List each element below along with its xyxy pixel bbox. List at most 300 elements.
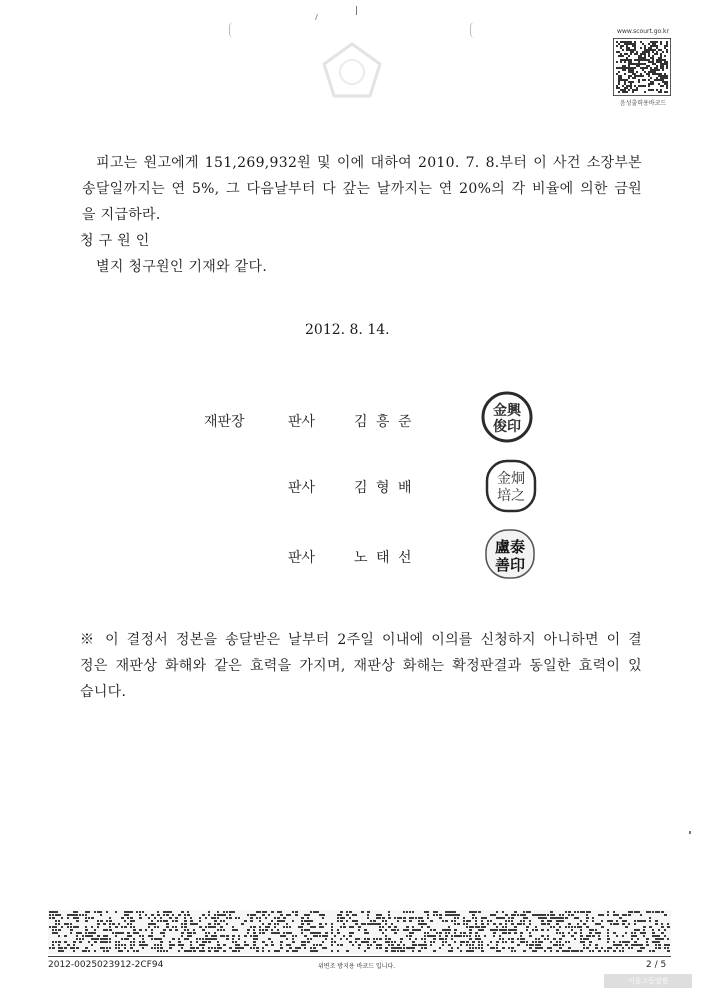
barcode-cell (235, 944, 238, 946)
barcode-cell (412, 941, 415, 943)
barcode-cell (648, 65, 650, 67)
barcode-cell (349, 935, 352, 937)
barcode-cell (658, 935, 660, 937)
barcode-cell (666, 61, 668, 63)
barcode-cell (319, 926, 322, 928)
barcode-cell (190, 944, 192, 946)
barcode-cell (656, 53, 658, 55)
barcode-cell (622, 91, 624, 93)
barcode-cell (502, 941, 504, 943)
barcode-cell (640, 67, 642, 69)
barcode-cell (73, 944, 75, 946)
barcode-cell (106, 950, 109, 952)
barcode-cell (648, 43, 650, 45)
barcode-cell (427, 932, 429, 934)
barcode-cell (244, 920, 247, 922)
barcode-cell (666, 51, 668, 53)
barcode-cell (373, 938, 375, 940)
barcode-cell (634, 77, 636, 79)
barcode-cell (638, 61, 640, 63)
barcode-cell (634, 920, 636, 922)
barcode-cell (127, 950, 129, 952)
barcode-cell (355, 914, 357, 916)
barcode-cell (664, 81, 666, 83)
barcode-cell (638, 81, 640, 83)
barcode-cell (638, 65, 640, 67)
barcode-cell (643, 947, 645, 949)
barcode-cell (526, 929, 528, 931)
barcode-cell (292, 950, 295, 952)
barcode-cell (601, 947, 603, 949)
barcode-cell (655, 947, 657, 949)
barcode-cell (154, 926, 156, 928)
barcode-cell (205, 941, 207, 943)
barcode-cell (620, 89, 622, 91)
barcode-cell (463, 920, 465, 922)
barcode-cell (505, 929, 507, 931)
barcode-cell (454, 911, 456, 913)
barcode-cell (634, 63, 636, 65)
barcode-cell (64, 923, 67, 925)
barcode-cell (451, 920, 453, 922)
barcode-cell (598, 923, 601, 925)
barcode-cell (157, 920, 159, 922)
barcode-cell (187, 938, 189, 940)
barcode-cell (620, 77, 622, 79)
barcode-cell (634, 944, 637, 946)
barcode-cell (625, 920, 627, 922)
barcode-cell (241, 947, 244, 949)
barcode-cell (658, 49, 660, 51)
barcode-cell (622, 59, 624, 61)
barcode-cell (91, 926, 93, 928)
barcode-cell (502, 932, 505, 934)
barcode-cell (454, 923, 456, 925)
barcode-cell (97, 911, 100, 913)
barcode-cell (163, 929, 166, 931)
barcode-cell (361, 923, 364, 925)
barcode-cell (100, 914, 102, 916)
barcode-cell (541, 914, 544, 916)
barcode-cell (58, 914, 61, 916)
barcode-cell (656, 45, 658, 47)
barcode-cell (274, 926, 276, 928)
barcode-cell (574, 938, 576, 940)
barcode-cell (259, 932, 261, 934)
barcode-cell (469, 926, 472, 928)
barcode-cell (127, 932, 130, 934)
barcode-cell (654, 69, 656, 71)
barcode-cell (652, 61, 654, 63)
barcode-cell (412, 932, 414, 934)
barcode-cell (618, 43, 620, 45)
barcode-cell (481, 929, 484, 931)
barcode-cell (307, 923, 310, 925)
barcode-cell (475, 920, 477, 922)
barcode-cell (193, 947, 195, 949)
barcode-cell (643, 926, 646, 928)
barcode-cell (304, 941, 306, 943)
barcode-cell (666, 85, 668, 87)
barcode-cell (82, 950, 85, 952)
barcode-cell (642, 69, 644, 71)
barcode-cell (166, 920, 168, 922)
barcode-cell (658, 91, 660, 93)
barcode-cell (169, 944, 172, 946)
barcode-cell (352, 926, 354, 928)
barcode-cell (613, 950, 616, 952)
barcode-cell (223, 929, 225, 931)
barcode-cell (631, 932, 633, 934)
barcode-cell (630, 67, 632, 69)
barcode-cell (634, 73, 636, 75)
barcode-cell (601, 914, 604, 916)
barcode-cell (118, 947, 120, 949)
barcode-cell (253, 944, 256, 946)
barcode-cell (178, 944, 181, 946)
order-line: 피고는 원고에게 151,269,932원 및 이에 대하여 2010. 7. 8.부터 이 사건 소장부본 (96, 155, 642, 171)
barcode-cell (628, 63, 630, 65)
barcode-cell (478, 944, 480, 946)
barcode-cell (595, 923, 598, 925)
barcode-cell (118, 950, 121, 952)
barcode-cell (433, 914, 435, 916)
barcode-cell (214, 950, 217, 952)
barcode-cell (373, 923, 376, 925)
barcode-cell (103, 938, 106, 940)
barcode-cell (85, 920, 88, 922)
barcode-cell (412, 944, 415, 946)
barcode-cell (253, 947, 255, 949)
barcode-cell (331, 929, 333, 931)
barcode-cell (442, 929, 445, 931)
barcode-cell (644, 47, 646, 49)
barcode-cell (226, 923, 228, 925)
barcode-cell (664, 45, 666, 47)
barcode-cell (493, 923, 496, 925)
barcode-cell (310, 950, 313, 952)
barcode-cell (430, 929, 432, 931)
barcode-cell (511, 938, 514, 940)
barcode-cell (232, 935, 235, 937)
barcode-cell (634, 89, 636, 91)
barcode-cell (628, 59, 630, 61)
barcode-cell (58, 947, 61, 949)
barcode-cell (666, 87, 668, 89)
barcode-cell (666, 45, 668, 47)
barcode-cell (556, 950, 559, 952)
barcode-cell (636, 51, 638, 53)
barcode-cell (652, 51, 654, 53)
barcode-cell (620, 75, 622, 77)
barcode-cell (661, 926, 664, 928)
barcode-cell (478, 947, 480, 949)
barcode-cell (475, 917, 477, 919)
barcode-cell (535, 950, 537, 952)
barcode-cell (184, 950, 187, 952)
barcode-cell (214, 914, 216, 916)
judge-row (0, 411, 711, 461)
barcode-cell (265, 926, 268, 928)
barcode-cell (520, 935, 522, 937)
barcode-cell (73, 926, 76, 928)
barcode-cell (662, 81, 664, 83)
barcode-cell (660, 67, 662, 69)
barcode-cell (514, 911, 517, 913)
barcode-cell (406, 947, 409, 949)
barcode-cell (91, 938, 94, 940)
barcode-cell (67, 944, 70, 946)
barcode-cell (376, 947, 378, 949)
barcode-cell (666, 77, 668, 79)
barcode-cell (632, 73, 634, 75)
barcode-cell (625, 926, 628, 928)
barcode-cell (274, 950, 277, 952)
barcode-cell (650, 83, 652, 85)
barcode-cell (310, 920, 313, 922)
barcode-cell (475, 926, 478, 928)
barcode-cell (613, 911, 615, 913)
barcode-cell (607, 929, 609, 931)
barcode-cell (364, 932, 367, 934)
barcode-cell (626, 67, 628, 69)
barcode-cell (223, 920, 225, 922)
barcode-cell (127, 938, 129, 940)
barcode-cell (514, 914, 516, 916)
barcode-cell (415, 938, 417, 940)
barcode-cell (325, 932, 328, 934)
barcode-cell (642, 53, 644, 55)
barcode-cell (106, 935, 108, 937)
barcode-cell (505, 923, 507, 925)
barcode-cell (382, 926, 384, 928)
barcode-cell (469, 932, 472, 934)
barcode-cell (370, 920, 372, 922)
barcode-cell (166, 911, 169, 913)
barcode-cell (319, 923, 322, 925)
barcode-cell (660, 85, 662, 87)
barcode-cell (634, 932, 636, 934)
barcode-cell (304, 914, 307, 916)
barcode-cell (580, 938, 582, 940)
barcode-cell (418, 929, 421, 931)
barcode-cell (616, 85, 618, 87)
barcode-cell (130, 941, 132, 943)
barcode-cell (160, 917, 162, 919)
barcode-cell (376, 938, 378, 940)
barcode-cell (208, 941, 211, 943)
scan-mark (470, 22, 479, 38)
barcode-cell (418, 923, 421, 925)
barcode-cell (559, 932, 561, 934)
barcode-cell (130, 947, 133, 949)
barcode-cell (616, 923, 619, 925)
barcode-cell (151, 914, 154, 916)
barcode-cell (616, 935, 618, 937)
barcode-cell (649, 911, 651, 913)
barcode-cell (634, 67, 636, 69)
barcode-cell (271, 911, 274, 913)
barcode-cell (571, 929, 573, 931)
barcode-cell (650, 77, 652, 79)
barcode-cell (250, 935, 252, 937)
barcode-cell (217, 917, 219, 919)
barcode-cell (406, 926, 409, 928)
barcode-cell (664, 914, 667, 916)
barcode-cell (652, 935, 655, 937)
barcode-cell (451, 911, 454, 913)
barcode-cell (283, 932, 285, 934)
barcode-cell (229, 914, 231, 916)
barcode-cell (331, 944, 333, 946)
barcode-cell (394, 932, 397, 934)
barcode-cell (472, 914, 475, 916)
barcode-cell (638, 79, 640, 81)
barcode-cell (103, 941, 106, 943)
barcode-cell (490, 929, 493, 931)
barcode-cell (379, 947, 382, 949)
scan-mark (356, 6, 357, 15)
barcode-cell (638, 57, 640, 59)
barcode-cell (466, 950, 469, 952)
barcode-cell (253, 914, 256, 916)
barcode-cell (666, 81, 668, 83)
barcode-cell (283, 917, 286, 919)
barcode-cell (193, 950, 196, 952)
barcode-cell (427, 926, 430, 928)
barcode-cell (628, 47, 630, 49)
barcode-cell (505, 941, 507, 943)
barcode-cell (624, 89, 626, 91)
barcode-cell (598, 938, 601, 940)
barcode-cell (340, 914, 342, 916)
barcode-cell (322, 947, 325, 949)
barcode-cell (628, 69, 630, 71)
barcode-cell (262, 941, 265, 943)
barcode-cell (664, 935, 666, 937)
barcode-cell (618, 81, 620, 83)
barcode-cell (118, 923, 120, 925)
barcode-cell (619, 950, 621, 952)
barcode-cell (313, 935, 316, 937)
barcode-cell (499, 935, 501, 937)
barcode-cell (502, 926, 504, 928)
barcode-cell (76, 920, 79, 922)
barcode-cell (634, 929, 637, 931)
barcode-cell (632, 91, 634, 93)
barcode-cell (625, 941, 628, 943)
barcode-cell (630, 59, 632, 61)
barcode-cell (58, 929, 61, 931)
barcode-cell (541, 920, 544, 922)
barcode-cell (660, 75, 662, 77)
barcode-cell (630, 51, 632, 53)
barcode-cell (70, 914, 73, 916)
barcode-cell (166, 914, 169, 916)
barcode-cell (217, 911, 219, 913)
barcode-cell (178, 938, 180, 940)
barcode-cell (238, 917, 240, 919)
barcode-cell (508, 929, 511, 931)
barcode-cell (640, 73, 642, 75)
barcode-cell (172, 938, 175, 940)
barcode-cell (421, 923, 424, 925)
barcode-cell (664, 944, 667, 946)
barcode-cell (205, 926, 207, 928)
barcode-cell (532, 941, 534, 943)
barcode-cell (662, 59, 664, 61)
page-number: 2 / 5 (646, 960, 667, 970)
barcode-cell (232, 950, 235, 952)
barcode-cell (103, 929, 106, 931)
barcode-cell (277, 932, 280, 934)
barcode-cell (181, 926, 183, 928)
barcode-cell (529, 935, 532, 937)
barcode-cell (448, 950, 451, 952)
barcode-cell (130, 935, 132, 937)
barcode-cell (511, 920, 513, 922)
barcode-cell (211, 935, 214, 937)
barcode-cell (583, 938, 586, 940)
barcode-cell (223, 950, 226, 952)
barcode-cell (544, 938, 546, 940)
barcode-cell (157, 911, 159, 913)
barcode-cell (607, 941, 609, 943)
barcode-cell (469, 947, 471, 949)
barcode-cell (628, 77, 630, 79)
barcode-cell (163, 932, 165, 934)
barcode-cell (508, 920, 510, 922)
barcode-cell (466, 944, 468, 946)
barcode-cell (664, 63, 666, 65)
barcode-cell (214, 926, 216, 928)
barcode-cell (613, 941, 615, 943)
barcode-cell (439, 935, 441, 937)
barcode-cell (652, 911, 654, 913)
barcode-cell (592, 929, 594, 931)
barcode-cell (319, 932, 321, 934)
barcode-cell (289, 914, 291, 916)
barcode-cell (640, 944, 643, 946)
barcode-cell (388, 941, 390, 943)
barcode-cell (652, 43, 654, 45)
barcode-cell (648, 49, 650, 51)
barcode-cell (367, 941, 369, 943)
barcode-cell (286, 932, 289, 934)
barcode-cell (97, 938, 99, 940)
barcode-cell (361, 941, 364, 943)
barcode-cell (454, 932, 456, 934)
barcode-cell (343, 917, 345, 919)
barcode-cell (445, 938, 447, 940)
barcode-cell (94, 932, 96, 934)
barcode-cell (648, 53, 650, 55)
barcode-cell (295, 935, 297, 937)
barcode-cell (619, 941, 621, 943)
barcode-cell (547, 920, 550, 922)
barcode-cell (580, 929, 582, 931)
barcode-cell (640, 914, 642, 916)
barcode-cell (313, 932, 316, 934)
barcode-cell (127, 923, 129, 925)
barcode-cell (259, 917, 261, 919)
barcode-cell (650, 71, 652, 73)
barcode-cell (493, 935, 495, 937)
barcode-cell (271, 929, 273, 931)
barcode-cell (385, 950, 388, 952)
barcode-cell (382, 932, 384, 934)
barcode-cell (61, 947, 63, 949)
